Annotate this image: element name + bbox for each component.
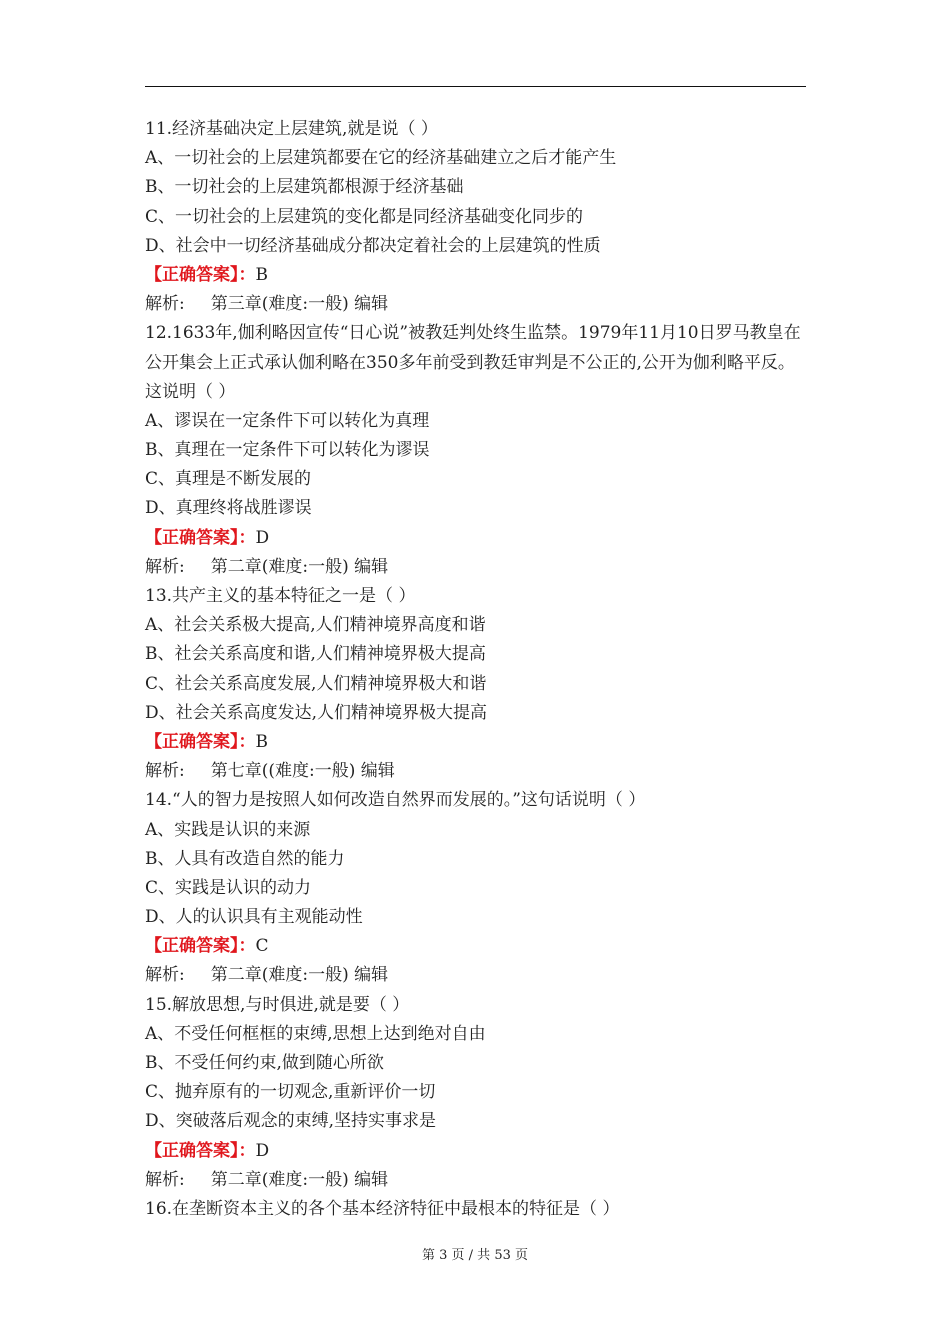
analysis-text: 第二章(难度:一般) 编辑: [210, 556, 389, 577]
answer-colon: ：: [238, 527, 256, 548]
option-b: B、一切社会的上层建筑都根源于经济基础: [145, 177, 464, 198]
option-c: C、抛弃原有的一切观念,重新评价一切: [145, 1082, 436, 1103]
option-d: D、社会中一切经济基础成分都决定着社会的上层建筑的性质: [145, 235, 601, 256]
question-stem: 13.共产主义的基本特征之一是（ ）: [145, 586, 416, 607]
question-block: [145, 991, 810, 1195]
option-d: D、突破落后观念的束缚,坚持实事求是: [145, 1111, 437, 1132]
answer-line: [145, 728, 810, 757]
option-b: B、不受任何约束,做到随心所欲: [145, 1053, 384, 1074]
analysis-line: [145, 961, 810, 990]
option-a: A、社会关系极大提高,人们精神境界高度和谐: [145, 615, 486, 636]
analysis-label: 解析:: [145, 761, 185, 782]
analysis-line: [145, 757, 810, 786]
page-footer: [0, 1244, 950, 1263]
option-a: A、谬误在一定条件下可以转化为真理: [145, 410, 430, 431]
question-stem: 11.经济基础决定上层建筑,就是说（ ）: [145, 119, 438, 139]
answer-colon: ：: [238, 1140, 256, 1161]
option-d: D、人的认识具有主观能动性: [145, 907, 363, 928]
question-block: [145, 582, 810, 786]
option-c: C、社会关系高度发展,人们精神境界极大和谐: [145, 673, 487, 694]
answer-label: 【正确答案】: [145, 731, 239, 752]
option-b: B、社会关系高度和谐,人们精神境界极大提高: [145, 644, 486, 665]
question-stem: 15.解放思想,与时俱进,就是要（ ）: [145, 994, 410, 1015]
analysis-label: 解析:: [145, 294, 185, 315]
answer-colon: ：: [238, 264, 256, 285]
analysis-label: 解析:: [145, 1169, 185, 1190]
question-stem: 12.1633年,伽利略因宣传“日心说”被教廷判处终生监禁。1979年11月10日罗马教皇在公开集会上正式承认伽利略在350多年前受到教廷审判是不公正的,公开为伽利略平反。这说明（ ）: [145, 323, 801, 402]
answer-value: C: [255, 936, 269, 957]
question-stem: 14.“人的智力是按照人如何改造自然界而发展的。”这句话说明（ ）: [145, 790, 646, 811]
question-stem-16: 16.在垄断资本主义的各个基本经济特征中最根本的特征是（ ）: [145, 1198, 620, 1219]
question-block: [145, 319, 810, 582]
option-c: C、实践是认识的动力: [145, 877, 312, 898]
option-c: C、真理是不断发展的: [145, 469, 312, 490]
answer-label: 【正确答案】: [145, 527, 239, 548]
answer-colon: ：: [238, 936, 256, 957]
answer-line: [145, 524, 810, 553]
option-b: B、人具有改造自然的能力: [145, 848, 345, 869]
option-a: A、一切社会的上层建筑都要在它的经济基础建立之后才能产生: [145, 148, 617, 169]
option-a: A、不受任何框框的束缚,思想上达到绝对自由: [145, 1023, 486, 1044]
answer-label: 【正确答案】: [145, 936, 239, 957]
option-c: C、一切社会的上层建筑的变化都是同经济基础变化同步的: [145, 206, 584, 227]
answer-value: B: [255, 264, 268, 285]
option-a: A、实践是认识的来源: [145, 819, 311, 840]
answer-value: D: [255, 1140, 270, 1161]
analysis-text: 第二章(难度:一般) 编辑: [210, 1169, 389, 1190]
header-rule: [145, 86, 806, 87]
option-b: B、真理在一定条件下可以转化为谬误: [145, 440, 430, 461]
answer-label: 【正确答案】: [145, 1140, 239, 1161]
answer-colon: ：: [238, 731, 256, 752]
analysis-line: [145, 290, 810, 319]
option-d: D、真理终将战胜谬误: [145, 498, 312, 519]
analysis-text: 第七章((难度:一般) 编辑: [210, 761, 395, 782]
answer-line: [145, 1137, 810, 1166]
question-block: [145, 115, 810, 319]
answer-value: B: [255, 731, 268, 752]
question-block: [145, 786, 810, 990]
analysis-line: [145, 553, 810, 582]
answer-line: [145, 261, 810, 290]
page-number: 第 3 页 / 共 53 页: [422, 1248, 528, 1263]
answer-label: 【正确答案】: [145, 264, 239, 285]
option-d: D、社会关系高度发达,人们精神境界极大提高: [145, 702, 488, 723]
analysis-text: 第三章(难度:一般) 编辑: [210, 294, 389, 315]
analysis-label: 解析:: [145, 965, 185, 986]
analysis-text: 第二章(难度:一般) 编辑: [210, 965, 389, 986]
analysis-label: 解析:: [145, 556, 185, 577]
document-body: [145, 115, 810, 1224]
analysis-line: [145, 1166, 810, 1195]
answer-line: [145, 932, 810, 961]
answer-value: D: [255, 527, 270, 548]
